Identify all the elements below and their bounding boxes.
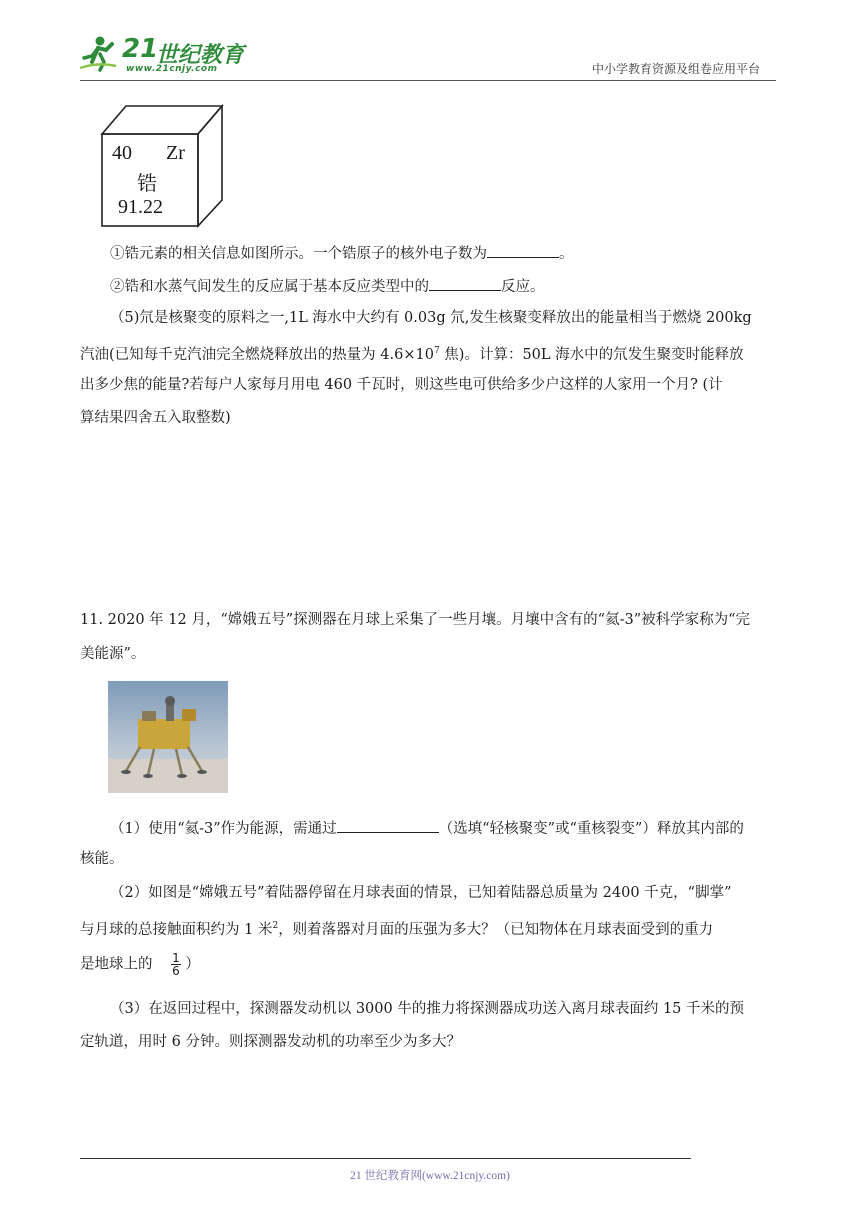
fraction-denominator: 6 <box>172 964 180 978</box>
q10-item1 <box>110 241 574 264</box>
electron-count-blank[interactable] <box>487 241 559 258</box>
item2-marker: ② <box>110 279 125 295</box>
p2-line2-start: 与月球的总接触面积约为 1 米 <box>80 921 273 938</box>
platform-text: 中小学教育资源及组卷应用平台 <box>592 62 761 76</box>
exponent: 7 <box>433 346 440 356</box>
energy-release-blank[interactable] <box>337 816 439 833</box>
q11-p3-line2: 定轨道，用时 6 分钟。则探测器发动机的功率至少为多大？ <box>80 1034 461 1050</box>
p1-start: （1）使用“氦-3”作为能源，需通过 <box>110 821 337 837</box>
element-symbol: Zr <box>166 142 185 164</box>
item1-end: 。 <box>559 246 574 262</box>
item1-marker: ① <box>110 246 125 262</box>
footer-divider <box>80 1158 691 1159</box>
q11-p1-line1 <box>110 816 744 839</box>
p2-line2-end: ，则着落器对月面的压强为多大？（已知物体在月球表面受到的重力 <box>278 921 714 938</box>
one-sixth-fraction <box>171 952 181 977</box>
q10-part5-line3: 出多少焦的能量?若每户人家每月用电 460 千瓦时，则这些电可供给多少户这样的人家用一个月? (计 <box>80 377 723 393</box>
atomic-number: 40 <box>112 142 132 164</box>
atomic-mass: 91.22 <box>118 196 163 218</box>
q11-p2-line2 <box>80 916 713 940</box>
q10-part5-line2 <box>80 341 744 365</box>
area-exponent: 2 <box>272 921 279 931</box>
lunar-lander-image <box>108 681 228 793</box>
q10-part5-line1: （5)氘是核聚变的原料之一,1L 海水中大约有 0.03g 氘,发生核聚变释放出的能量相当于燃烧 200kg <box>110 310 752 326</box>
zirconium-element-card <box>100 104 224 228</box>
logo-url: www.21cnjy.com <box>126 64 218 74</box>
part5-line2-end: 焦)。计算：50L 海水中的氘发生聚变时能释放 <box>439 346 744 363</box>
p1-end: （选填“轻核聚变”或“重核裂变”）释放其内部的 <box>438 821 744 837</box>
q10-part5-line4: 算结果四舍五入取整数) <box>80 410 231 426</box>
item2-text: 锆和水蒸气间发生的反应属于基本反应类型中的 <box>124 279 429 295</box>
item2-end: 反应。 <box>501 279 545 295</box>
lander-photo <box>108 681 228 793</box>
part5-line2-start: 汽油(已知每千克汽油完全燃烧释放出的热量为 4.6×10 <box>80 346 434 363</box>
q11-stem-line2: 美能源”。 <box>80 646 146 662</box>
logo-name: 世纪教育 <box>156 43 245 68</box>
header-divider <box>80 80 776 81</box>
reaction-type-blank[interactable] <box>429 274 501 291</box>
site-logo <box>78 32 248 76</box>
footer-text[interactable]: 21 世纪教育网(www.21cnjy.com) <box>350 1170 510 1182</box>
logo-number: 21 <box>122 34 159 64</box>
element-name: 锆 <box>137 173 157 195</box>
q11-p1-line2: 核能。 <box>80 851 124 867</box>
item1-text: 锆元素的相关信息如图所示。一个锆原子的核外电子数为 <box>124 246 487 262</box>
q11-stem-line1: 11. 2020 年 12 月，“嫦娥五号”探测器在月球上采集了一些月壤。月壤中含有的“氦-3”被科学家称为“完 <box>80 612 751 628</box>
p2-line3-start: 是地球上的 <box>80 956 153 973</box>
q10-item2 <box>110 274 545 297</box>
fraction-numerator: 1 <box>172 951 180 965</box>
p2-line3-end: ） <box>185 956 200 973</box>
q11-p3-line1: （3）在返回过程中，探测器发动机以 3000 牛的推力将探测器成功送入离月球表面约 15 千米的预 <box>110 1001 745 1017</box>
q11-p2-line1: （2）如图是“嫦娥五号”着陆器停留在月球表面的情景，已知着陆器总质量为 2400 千克，“脚掌” <box>110 885 732 901</box>
q11-p2-line3 <box>80 952 200 977</box>
